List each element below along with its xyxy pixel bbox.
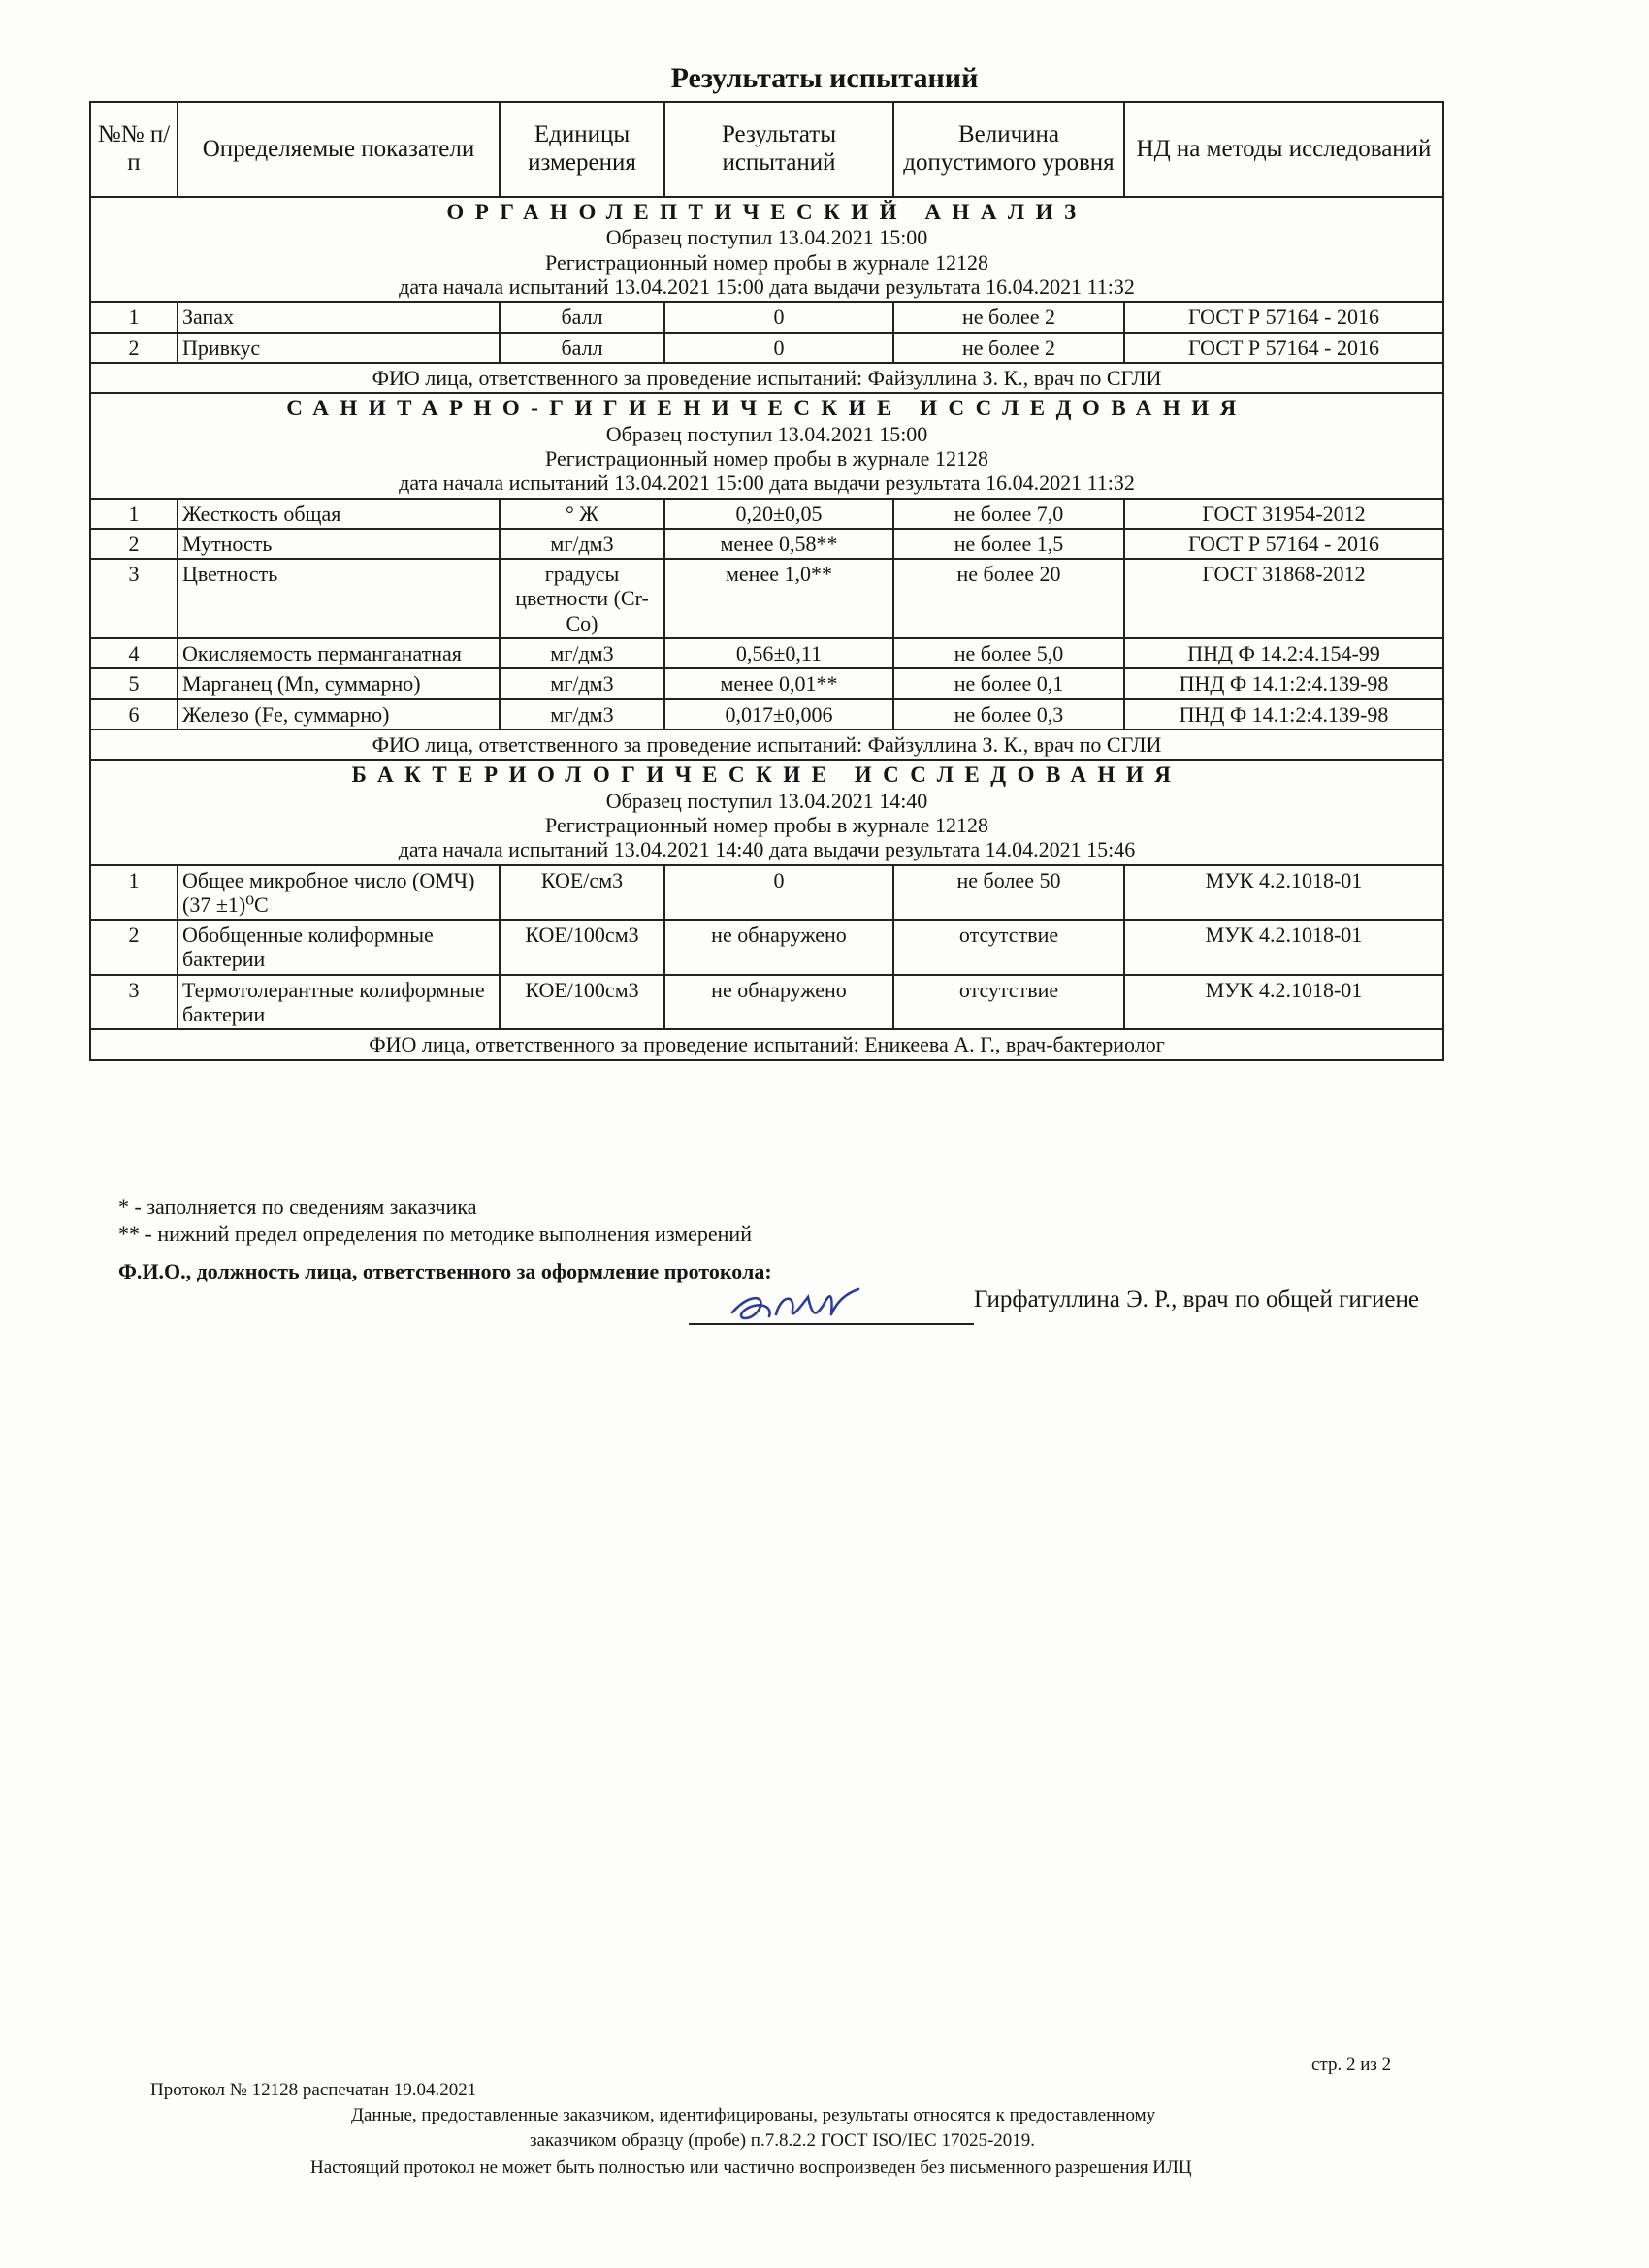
signer-name: Гирфатуллина Э. Р., врач по общей гигиене	[974, 1286, 1419, 1312]
table-row	[90, 699, 1443, 729]
result-value: 0	[664, 333, 893, 363]
row-number: 1	[90, 865, 178, 921]
result-value: не обнаружено	[664, 975, 893, 1030]
table-row	[90, 865, 1443, 921]
parameter-name: Окисляемость перманганатная	[178, 638, 500, 668]
permissible-limit: не более 1,5	[893, 529, 1124, 559]
responsible-person: ФИО лица, ответственного за проведение испытаний: Файзуллина З. К., врач по СГЛИ	[90, 729, 1443, 760]
unit: мг/дм3	[500, 668, 664, 698]
signature-image	[723, 1276, 888, 1334]
section-header-row	[90, 760, 1443, 864]
responsible-row	[90, 363, 1443, 393]
table-row	[90, 638, 1443, 668]
section-header-row	[90, 197, 1443, 302]
table-row	[90, 668, 1443, 698]
responsible-person: ФИО лица, ответственного за проведение испытаний: Еникеева А. Г., врач-бактериолог	[90, 1029, 1443, 1059]
method-document: ПНД Ф 14.1:2:4.139-98	[1124, 668, 1443, 698]
permissible-limit: отсутствие	[893, 975, 1124, 1030]
page-number: стр. 2 из 2	[1311, 2055, 1392, 2075]
method-document: МУК 4.2.1018-01	[1124, 920, 1443, 975]
responsible-row	[90, 1029, 1443, 1059]
footnote-customer: * - заполняется по сведениям заказчика	[118, 1194, 477, 1218]
result-value: менее 0,01**	[664, 668, 893, 698]
result-value: менее 1,0**	[664, 559, 893, 638]
row-number: 4	[90, 638, 178, 668]
registration-number: Регистрационный номер пробы в журнале 12128	[545, 249, 988, 275]
table-row	[90, 333, 1443, 363]
unit: мг/дм3	[500, 529, 664, 559]
unit: КОЕ/100см3	[500, 920, 664, 975]
method-document: МУК 4.2.1018-01	[1124, 865, 1443, 921]
header-result: Результаты испытаний	[664, 102, 893, 197]
method-document: ГОСТ Р 57164 - 2016	[1124, 333, 1443, 363]
footer-standard-line: заказчиком образцу (пробе) п.7.8.2.2 ГОСТ ISO/IEC 17025-2019.	[530, 2130, 1036, 2151]
sample-received: Образец поступил 13.04.2021 15:00	[605, 421, 928, 446]
unit: балл	[500, 333, 664, 363]
permissible-limit: отсутствие	[893, 920, 1124, 975]
registration-number: Регистрационный номер пробы в журнале 12128	[545, 812, 988, 837]
row-number: 1	[90, 499, 178, 529]
unit: мг/дм3	[500, 638, 664, 668]
table-row	[90, 975, 1443, 1030]
parameter-name: Цветность	[178, 559, 500, 638]
row-number: 3	[90, 975, 178, 1030]
parameter-name: Общее микробное число (ОМЧ) (37 ±1)⁰С	[178, 865, 500, 921]
header-number: №№ п/п	[90, 102, 178, 197]
method-document: ГОСТ Р 57164 - 2016	[1124, 529, 1443, 559]
header-method: НД на методы исследований	[1124, 102, 1443, 197]
table-row	[90, 499, 1443, 529]
unit: мг/дм3	[500, 699, 664, 729]
permissible-limit: не более 7,0	[893, 499, 1124, 529]
responsible-person: ФИО лица, ответственного за проведение испытаний: Файзуллина З. К., врач по СГЛИ	[90, 363, 1443, 393]
header-parameter: Определяемые показатели	[178, 102, 500, 197]
result-value: 0	[664, 302, 893, 332]
section-header	[90, 760, 1443, 864]
unit: балл	[500, 302, 664, 332]
test-dates: дата начала испытаний 13.04.2021 14:40 дата выдачи результата 14.04.2021 15:46	[398, 837, 1136, 862]
sample-received: Образец поступил 13.04.2021 14:40	[605, 788, 928, 813]
result-value: 0	[664, 865, 893, 921]
row-number: 2	[90, 333, 178, 363]
test-dates: дата начала испытаний 13.04.2021 15:00 дата выдачи результата 16.04.2021 11:32	[399, 275, 1135, 300]
method-document: ГОСТ 31954-2012	[1124, 499, 1443, 529]
protocol-responsible-label: Ф.И.О., должность лица, ответственного за оформление протокола:	[118, 1259, 772, 1283]
footer-data-line: Данные, предоставленные заказчиком, идентифицированы, результаты относятся к предоставленному	[351, 2105, 1156, 2125]
footnotes	[118, 1193, 752, 1247]
section-header	[90, 393, 1443, 498]
permissible-limit: не более 0,3	[893, 699, 1124, 729]
table-row	[90, 920, 1443, 975]
permissible-limit: не более 50	[893, 865, 1124, 921]
method-document: МУК 4.2.1018-01	[1124, 975, 1443, 1030]
result-value: 0,017±0,006	[664, 699, 893, 729]
section-name: САНИТАРНО-ГИГИЕНИЧЕСКИЕ ИССЛЕДОВАНИЯ	[286, 396, 1247, 421]
table-row	[90, 529, 1443, 559]
registration-number: Регистрационный номер пробы в журнале 12128	[545, 445, 988, 470]
table-header-row	[90, 102, 1443, 197]
parameter-name: Привкус	[178, 333, 500, 363]
permissible-limit: не более 2	[893, 302, 1124, 332]
parameter-name: Запах	[178, 302, 500, 332]
method-document: ГОСТ 31868-2012	[1124, 559, 1443, 638]
row-number: 5	[90, 668, 178, 698]
parameter-name: Железо (Fe, суммарно)	[178, 699, 500, 729]
unit: градусы цветности (Cr-Co)	[500, 559, 664, 638]
result-value: 0,20±0,05	[664, 499, 893, 529]
header-unit: Единицы измерения	[500, 102, 664, 197]
page-title: Результаты испытаний	[670, 62, 979, 94]
section-header	[90, 197, 1443, 302]
test-dates: дата начала испытаний 13.04.2021 15:00 дата выдачи результата 16.04.2021 11:32	[399, 470, 1135, 496]
header-limit: Величина допустимого уровня	[893, 102, 1124, 197]
footer-protocol-line: Протокол № 12128 распечатан 19.04.2021	[150, 2080, 477, 2100]
table-row	[90, 302, 1443, 332]
footnote-detection-limit: ** - нижний предел определения по методике выполнения измерений	[118, 1220, 752, 1246]
parameter-name: Жесткость общая	[178, 499, 500, 529]
method-document: ГОСТ Р 57164 - 2016	[1124, 302, 1443, 332]
section-header-row	[90, 393, 1443, 498]
parameter-name: Марганец (Mn, суммарно)	[178, 668, 500, 698]
permissible-limit: не более 2	[893, 333, 1124, 363]
result-value: 0,56±0,11	[664, 638, 893, 668]
method-document: ПНД Ф 14.1:2:4.139-98	[1124, 699, 1443, 729]
permissible-limit: не более 5,0	[893, 638, 1124, 668]
table-row	[90, 559, 1443, 638]
footer-copyright-line: Настоящий протокол не может быть полностью или частично воспроизведен без письменного разрешения ИЛЦ	[310, 2157, 1192, 2178]
result-value: менее 0,58**	[664, 529, 893, 559]
permissible-limit: не более 0,1	[893, 668, 1124, 698]
unit: ° Ж	[500, 499, 664, 529]
parameter-name: Обобщенные колиформные бактерии	[178, 920, 500, 975]
method-document: ПНД Ф 14.2:4.154-99	[1124, 638, 1443, 668]
permissible-limit: не более 20	[893, 559, 1124, 638]
row-number: 2	[90, 920, 178, 975]
section-name: ОРГАНОЛЕПТИЧЕСКИЙ АНАЛИЗ	[446, 200, 1087, 224]
parameter-name: Термотолерантные колиформные бактерии	[178, 975, 500, 1030]
row-number: 1	[90, 302, 178, 332]
table-body	[90, 197, 1443, 1060]
responsible-row	[90, 729, 1443, 760]
results-table	[89, 101, 1444, 1061]
result-value: не обнаружено	[664, 920, 893, 975]
row-number: 6	[90, 699, 178, 729]
sample-received: Образец поступил 13.04.2021 15:00	[605, 225, 928, 250]
row-number: 3	[90, 559, 178, 638]
parameter-name: Мутность	[178, 529, 500, 559]
section-name: БАКТЕРИОЛОГИЧЕСКИЕ ИССЛЕДОВАНИЯ	[351, 762, 1182, 788]
unit: КОЕ/100см3	[500, 975, 664, 1030]
unit: КОЕ/см3	[500, 865, 664, 921]
row-number: 2	[90, 529, 178, 559]
